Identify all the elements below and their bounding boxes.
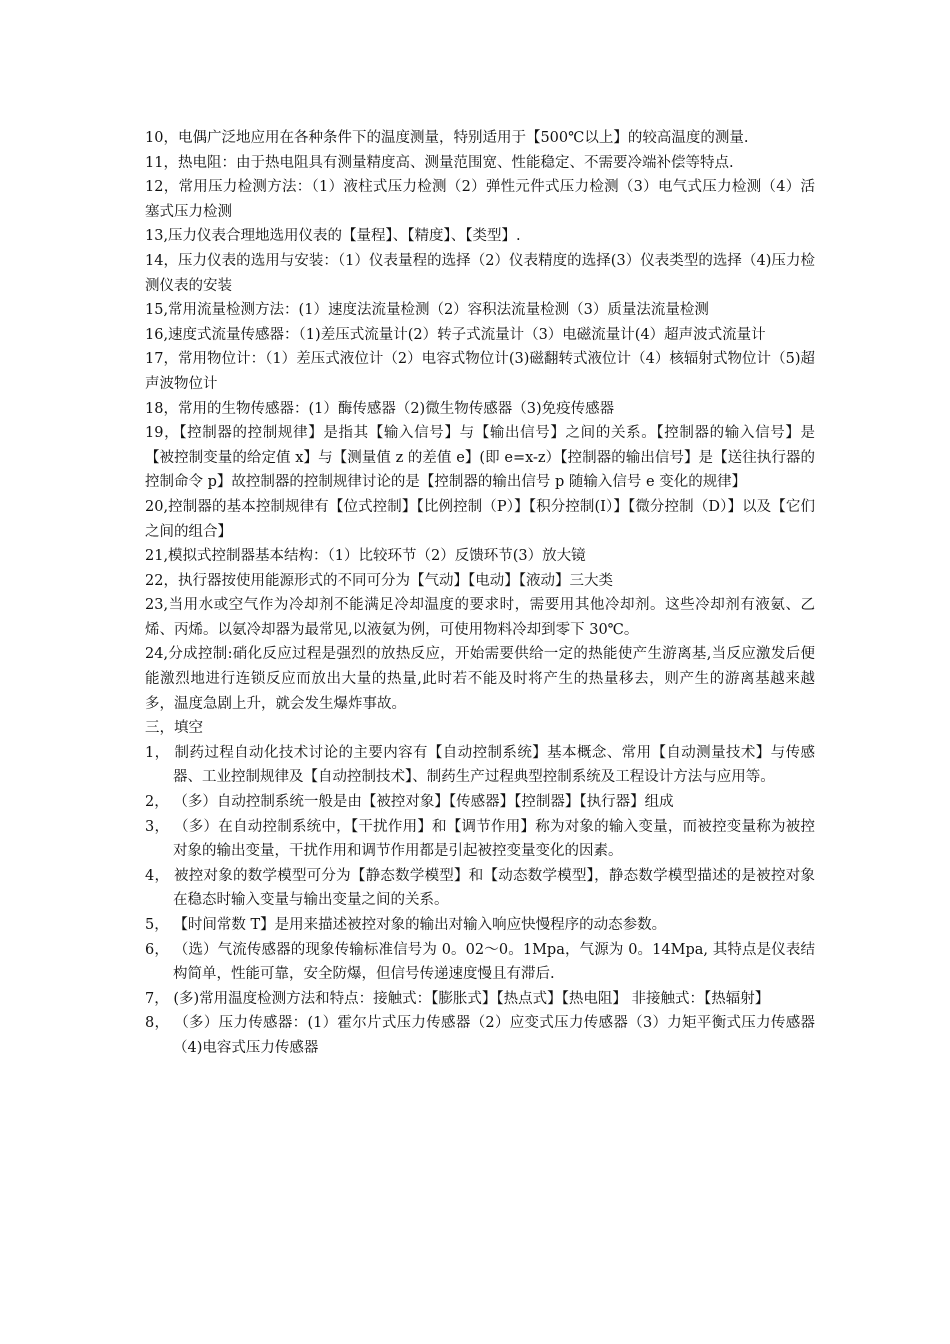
paragraph-11: 11，热电阻：由于热电阻具有测量精度高、测量范围宽、性能稳定、不需要冷端补偿等特点. — [145, 154, 734, 171]
document-page — [145, 126, 815, 1061]
fill-item-5: 5， 【时间常数 T】是用来描述被控对象的输出对输入响应快慢程序的动态参数。 — [145, 917, 667, 933]
fill-item-1: 1， 制药过程自动化技术讨论的主要内容有【自动控制系统】基本概念、常用【自动测量技术】与传感器、工业控制规律及【自动控制技术】、制药生产过程典型控制系统及工程设计方法与应用等。 — [145, 744, 815, 786]
paragraph-20: 20,控制器的基本控制规律有【位式控制】【比例控制（P）】【积分控制(I）】【微分控制（D）】以及【它们之间的组合】 — [145, 498, 815, 540]
fill-item-4: 4， 被控对象的数学模型可分为【静态数学模型】和【动态数学模型】，静态数学模型描述的是被控对象在稳态时输入变量与输出变量之间的关系。 — [145, 867, 815, 909]
fill-item-8: 8， （多）压力传感器：(1）霍尔片式压力传感器（2）应变式压力传感器（3）力矩平衡式压力传感器（4)电容式压力传感器 — [145, 1015, 815, 1056]
fill-item-3: 3， （多）在自动控制系统中，【干扰作用】和【调节作用】称为对象的输入变量，而被控变量称为被控对象的输出变量，干扰作用和调节作用都是引起被控变量变化的因素。 — [145, 818, 815, 860]
paragraph-13: 13,压力仪表合理地选用仪表的【量程】、【精度】、【类型】. — [145, 228, 521, 245]
fill-item-2: 2， （多）自动控制系统一般是由【被控对象】【传感器】【控制器】【执行器】组成 — [145, 794, 674, 811]
paragraph-19: 19，【控制器的控制规律】是指其【输入信号】与【输出信号】之间的关系。【控制器的输入信号】是【被控制变量的给定值 x】与【测量值 z 的差值 e】(即 e=x-z）【控制器的输出信号】是【送往执行器的控制命令 p】故控制器的控制规律讨论的是【控制器的输出信号 p 随输入信号 e 变化的规律】 — [145, 425, 815, 491]
paragraph-16: 16,速度式流量传感器：（1)差压式流量计(2）转子式流量计（3）电磁流量计(4）超声波式流量计 — [145, 326, 766, 343]
paragraph-23: 23,当用水或空气作为冷却剂不能满足冷却温度的要求时，需要用其他冷却剂。这些冷却剂有液氨、乙烯、丙烯。以氨冷却器为最常见,以液氨为例，可使用物料冷却到零下 30℃。 — [145, 597, 815, 638]
paragraph-14: 14，压力仪表的选用与安装：（1）仪表量程的选择（2）仪表精度的选择(3）仪表类型的选择（4)压力检测仪表的安装 — [145, 252, 815, 294]
section-heading: 三，填空 — [145, 720, 203, 737]
fill-item-7: 7， (多)常用温度检测方法和特点：接触式：【膨胀式】【热点式】【热电阻】 非接触式：【热辐射】 — [145, 990, 770, 1007]
paragraph-22: 22，执行器按使用能源形式的不同可分为【气动】【电动】【液动】三大类 — [145, 572, 613, 589]
paragraph-10: 10，电偶广泛地应用在各种条件下的温度测量，特别适用于【500℃以上】的较高温度的测量. — [145, 130, 749, 146]
fill-item-6: 6， （选）气流传感器的现象传输标准信号为 0。02～0。1Mpa，气源为 0。14Mpa, 其特点是仪表结构简单，性能可靠，安全防爆，但信号传递速度慢且有滞后. — [145, 941, 815, 983]
paragraph-21: 21,模拟式控制器基本结构：（1）比较环节（2）反馈环节(3）放大镜 — [145, 548, 586, 565]
paragraph-24: 24,分成控制:硝化反应过程是强烈的放热反应，开始需要供给一定的热能使产生游离基,当反应激发后便能激烈地进行连锁反应而放出大量的热量,此时若不能及时将产生的热量移去，则产生的游离基越来越多，温度急剧上升，就会发生爆炸事故。 — [145, 646, 815, 712]
paragraph-15: 15,常用流量检测方法：(1）速度法流量检测（2）容积法流量检测（3）质量法流量检测 — [145, 302, 709, 319]
paragraph-12: 12，常用压力检测方法：（1）液柱式压力检测（2）弹性元件式压力检测（3）电气式压力检测（4）活塞式压力检测 — [145, 179, 815, 220]
paragraph-17: 17，常用物位计：（1）差压式液位计（2）电容式物位计(3)磁翻转式液位计（4）核辐射式物位计（5)超声波物位计 — [145, 351, 815, 392]
paragraph-18: 18，常用的生物传感器：(1）酶传感器（2)微生物传感器（3)免疫传感器 — [145, 400, 615, 417]
